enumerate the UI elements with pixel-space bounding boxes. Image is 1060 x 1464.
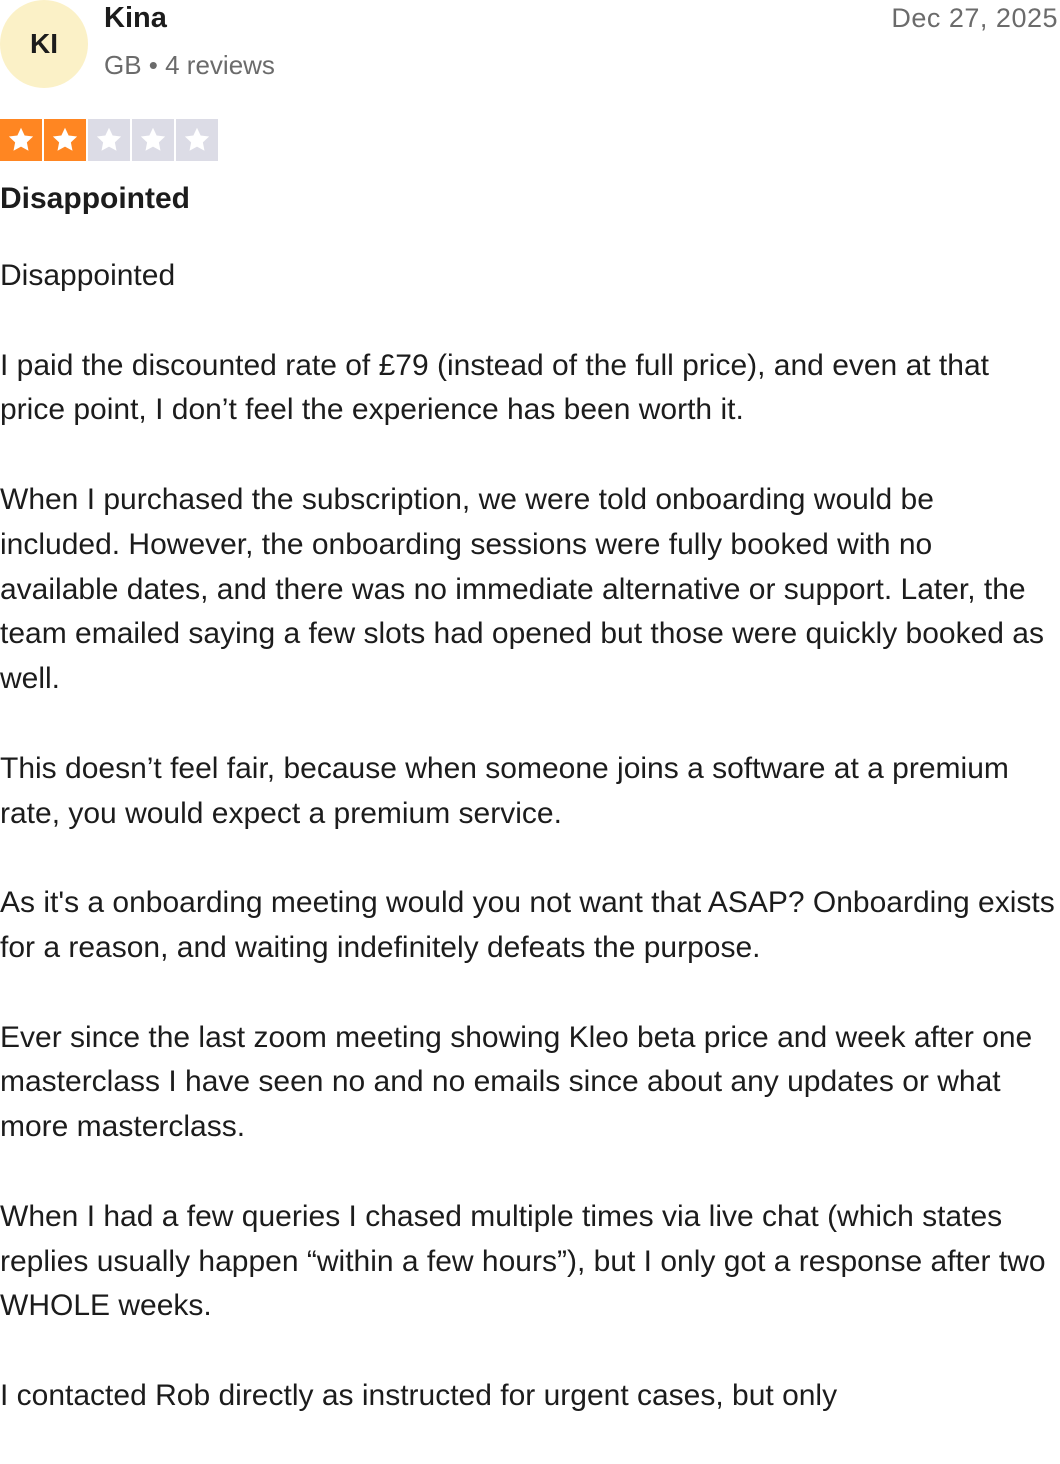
review-paragraph: As it's a onboarding meeting would you not want that ASAP? Onboarding exists for a reason, and waiting indefinitely defeats the purpose. — [0, 886, 1055, 964]
review-paragraph: When I purchased the subscription, we were told onboarding would be included. However, the onboarding sessions were fully booked with no available dates, and there was no immediate alternative or support. Later, the team emailed saying a few slots had opened but those were quickly booked as well. — [0, 482, 1044, 696]
review-paragraph: I contacted Rob directly as instructed for urgent cases, but only — [0, 1378, 838, 1412]
review-paragraph: Ever since the last zoom meeting showing Kleo beta price and week after one masterclass I have seen no and no emails since about any updates or what more masterclass. — [0, 1020, 1033, 1144]
star-icon — [94, 125, 124, 155]
star-empty — [176, 119, 218, 161]
avatar[interactable]: KI — [0, 0, 88, 88]
review-paragraph: I paid the discounted rate of £79 (instead of the full price), and even at that price point, I don’t feel the experience has been worth it. — [0, 348, 989, 427]
star-filled — [0, 119, 42, 161]
reviewer-name[interactable]: Kina — [104, 2, 167, 34]
review-paragraph: When I had a few queries I chased multiple times via live chat (which states replies usually happen “within a few hours”), but I only got a response after two WHOLE weeks. — [0, 1199, 1046, 1323]
star-icon — [138, 125, 168, 155]
star-icon — [6, 125, 36, 155]
star-empty — [132, 119, 174, 161]
review-paragraph: This doesn’t feel fair, because when someone joins a software at a premium rate, you would expect a premium service. — [0, 751, 1009, 830]
review-date: Dec 27, 2025 — [891, 3, 1058, 33]
star-icon — [182, 125, 212, 155]
star-filled — [44, 119, 86, 161]
review-paragraph: Disappointed — [0, 259, 176, 292]
star-rating — [0, 119, 218, 161]
star-icon — [50, 125, 80, 155]
review-header — [0, 0, 1060, 96]
reviewer-meta: GB • 4 reviews — [104, 50, 275, 80]
star-empty — [88, 119, 130, 161]
review-body — [0, 254, 1058, 1419]
review-title: Disappointed — [0, 182, 191, 215]
